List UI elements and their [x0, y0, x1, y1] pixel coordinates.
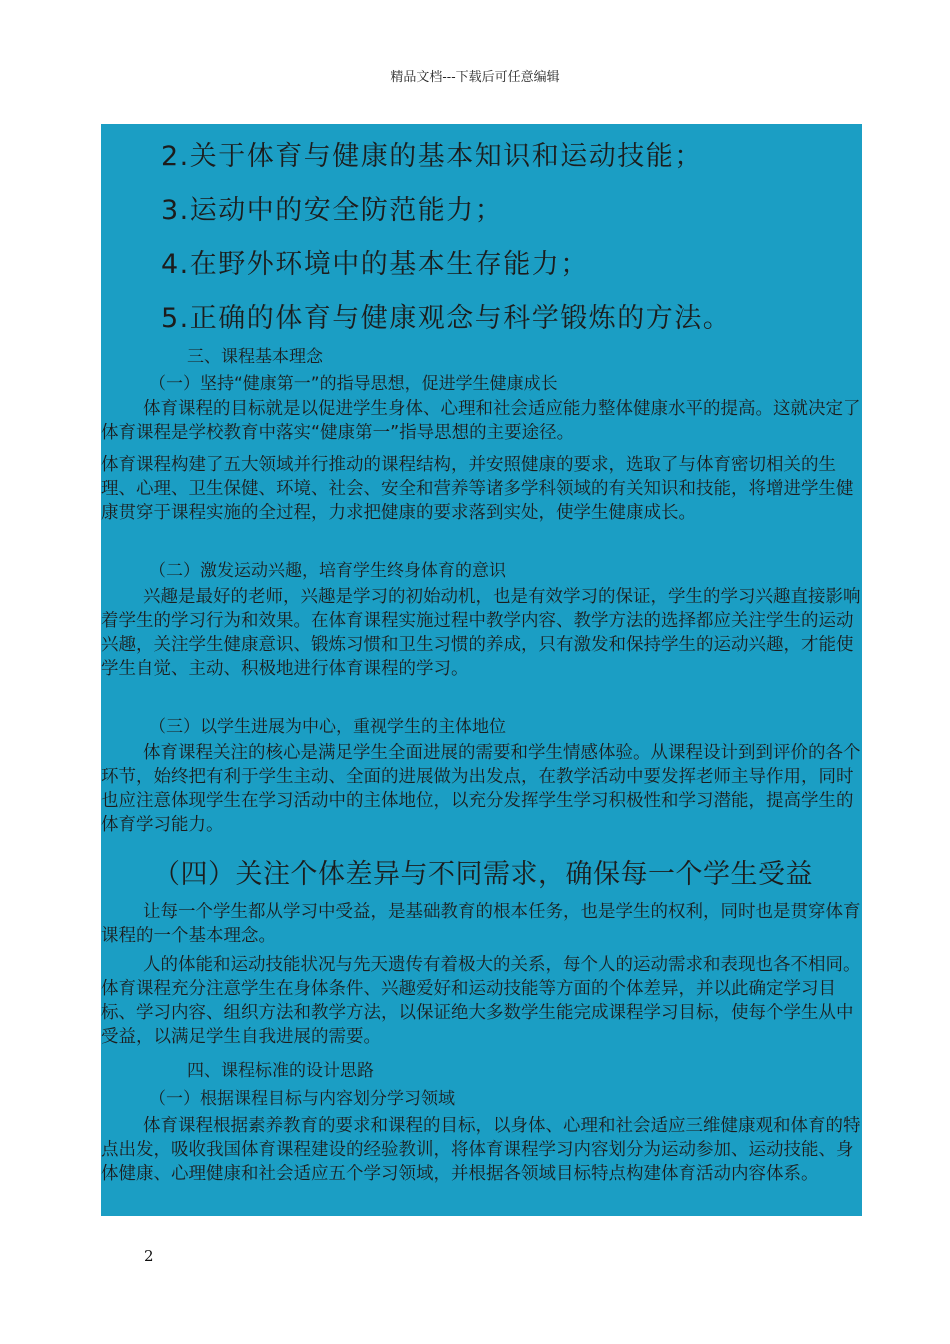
section-4-1-title: （一）根据课程目标与内容划分学习领域	[149, 1089, 455, 1109]
section-4-1-paragraph: 体育课程根据素养教育的要求和课程的目标，以身体、心理和社会适应三维健康观和体育的特点出发，吸收我国体育课程建设的经验教训，将体育课程学习内容划分为运动参加、运动技能、身体健康、心理健康和社会适应五个学习领域，并根据各领域目标特点构建体育活动内容体系。	[101, 1116, 861, 1184]
objective-4: 4.在野外环境中的基本生存能力；	[161, 249, 589, 280]
section-4-title: 四、课程标准的设计思路	[187, 1061, 374, 1081]
section-3-3-title: （三）以学生进展为中心，重视学生的主体地位	[149, 717, 506, 737]
page-header: 精品文档---下载后可任意编辑	[390, 70, 560, 85]
section-3-4-paragraph-1: 让每一个学生都从学习中受益，是基础教育的根本任务，也是学生的权利，同时也是贯穿体育课程的一个基本理念。	[101, 902, 861, 946]
objective-3: 3.运动中的安全防范能力；	[161, 195, 504, 226]
section-3-2-title: （二）激发运动兴趣，培育学生终身体育的意识	[149, 561, 506, 581]
section-3-1-paragraph-2: 体育课程构建了五大领域并行推动的课程结构，并安照健康的要求，选取了与体育密切相关的生理、心理、卫生保健、环境、社会、安全和营养等诸多学科领域的有关知识和技能，将增进学生健康贯穿于课程实施的全过程，力求把健康的要求落到实处，使学生健康成长。	[101, 455, 854, 523]
highlighted-content-block	[101, 124, 862, 1216]
section-3-title: 三、课程基本理念	[187, 347, 323, 367]
objective-2: 2.关于体育与健康的基本知识和运动技能；	[161, 141, 703, 172]
section-3-2-paragraph: 兴趣是最好的老师，兴趣是学习的初始动机，也是有效学习的保证，学生的学习兴趣直接影响着学生的学习行为和效果。在体育课程实施过程中教学内容、教学方法的选择都应关注学生的运动兴趣，关注学生健康意识、锻炼习惯和卫生习惯的养成，只有激发和保持学生的运动兴趣，才能使学生自觉、主动、积极地进行体育课程的学习。	[101, 587, 861, 679]
section-3-3-paragraph: 体育课程关注的核心是满足学生全面进展的需要和学生情感体验。从课程设计到到评价的各个环节，始终把有利于学生主动、全面的进展做为出发点，在教学活动中要发挥老师主导作用，同时也应注意体现学生在学习活动中的主体地位，以充分发挥学生学习积极性和学习潜能，提高学生的体育学习能力。	[101, 743, 861, 835]
page-number: 2	[144, 1247, 154, 1265]
section-3-4-title: （四）关注个体差异与不同需求，确保每一个学生受益	[153, 859, 813, 890]
section-3-1-title: （一）坚持“健康第一”的指导思想，促进学生健康成长	[149, 374, 558, 394]
objective-5: 5.正确的体育与健康观念与科学锻炼的方法。	[161, 303, 732, 334]
section-3-1-paragraph-1: 体育课程的目标就是以促进学生身体、心理和社会适应能力整体健康水平的提高。这就决定了体育课程是学校教育中落实“健康第一”指导思想的主要途径。	[101, 399, 861, 443]
section-3-4-paragraph-2: 人的体能和运动技能状况与先天遗传有着极大的关系，每个人的运动需求和表现也各不相同。体育课程充分注意学生在身体条件、兴趣爱好和运动技能等方面的个体差异，并以此确定学习目标、学习内容、组织方法和教学方法，以保证绝大多数学生能完成课程学习目标，使每个学生从中受益，以满足学生自我进展的需要。	[101, 955, 861, 1047]
